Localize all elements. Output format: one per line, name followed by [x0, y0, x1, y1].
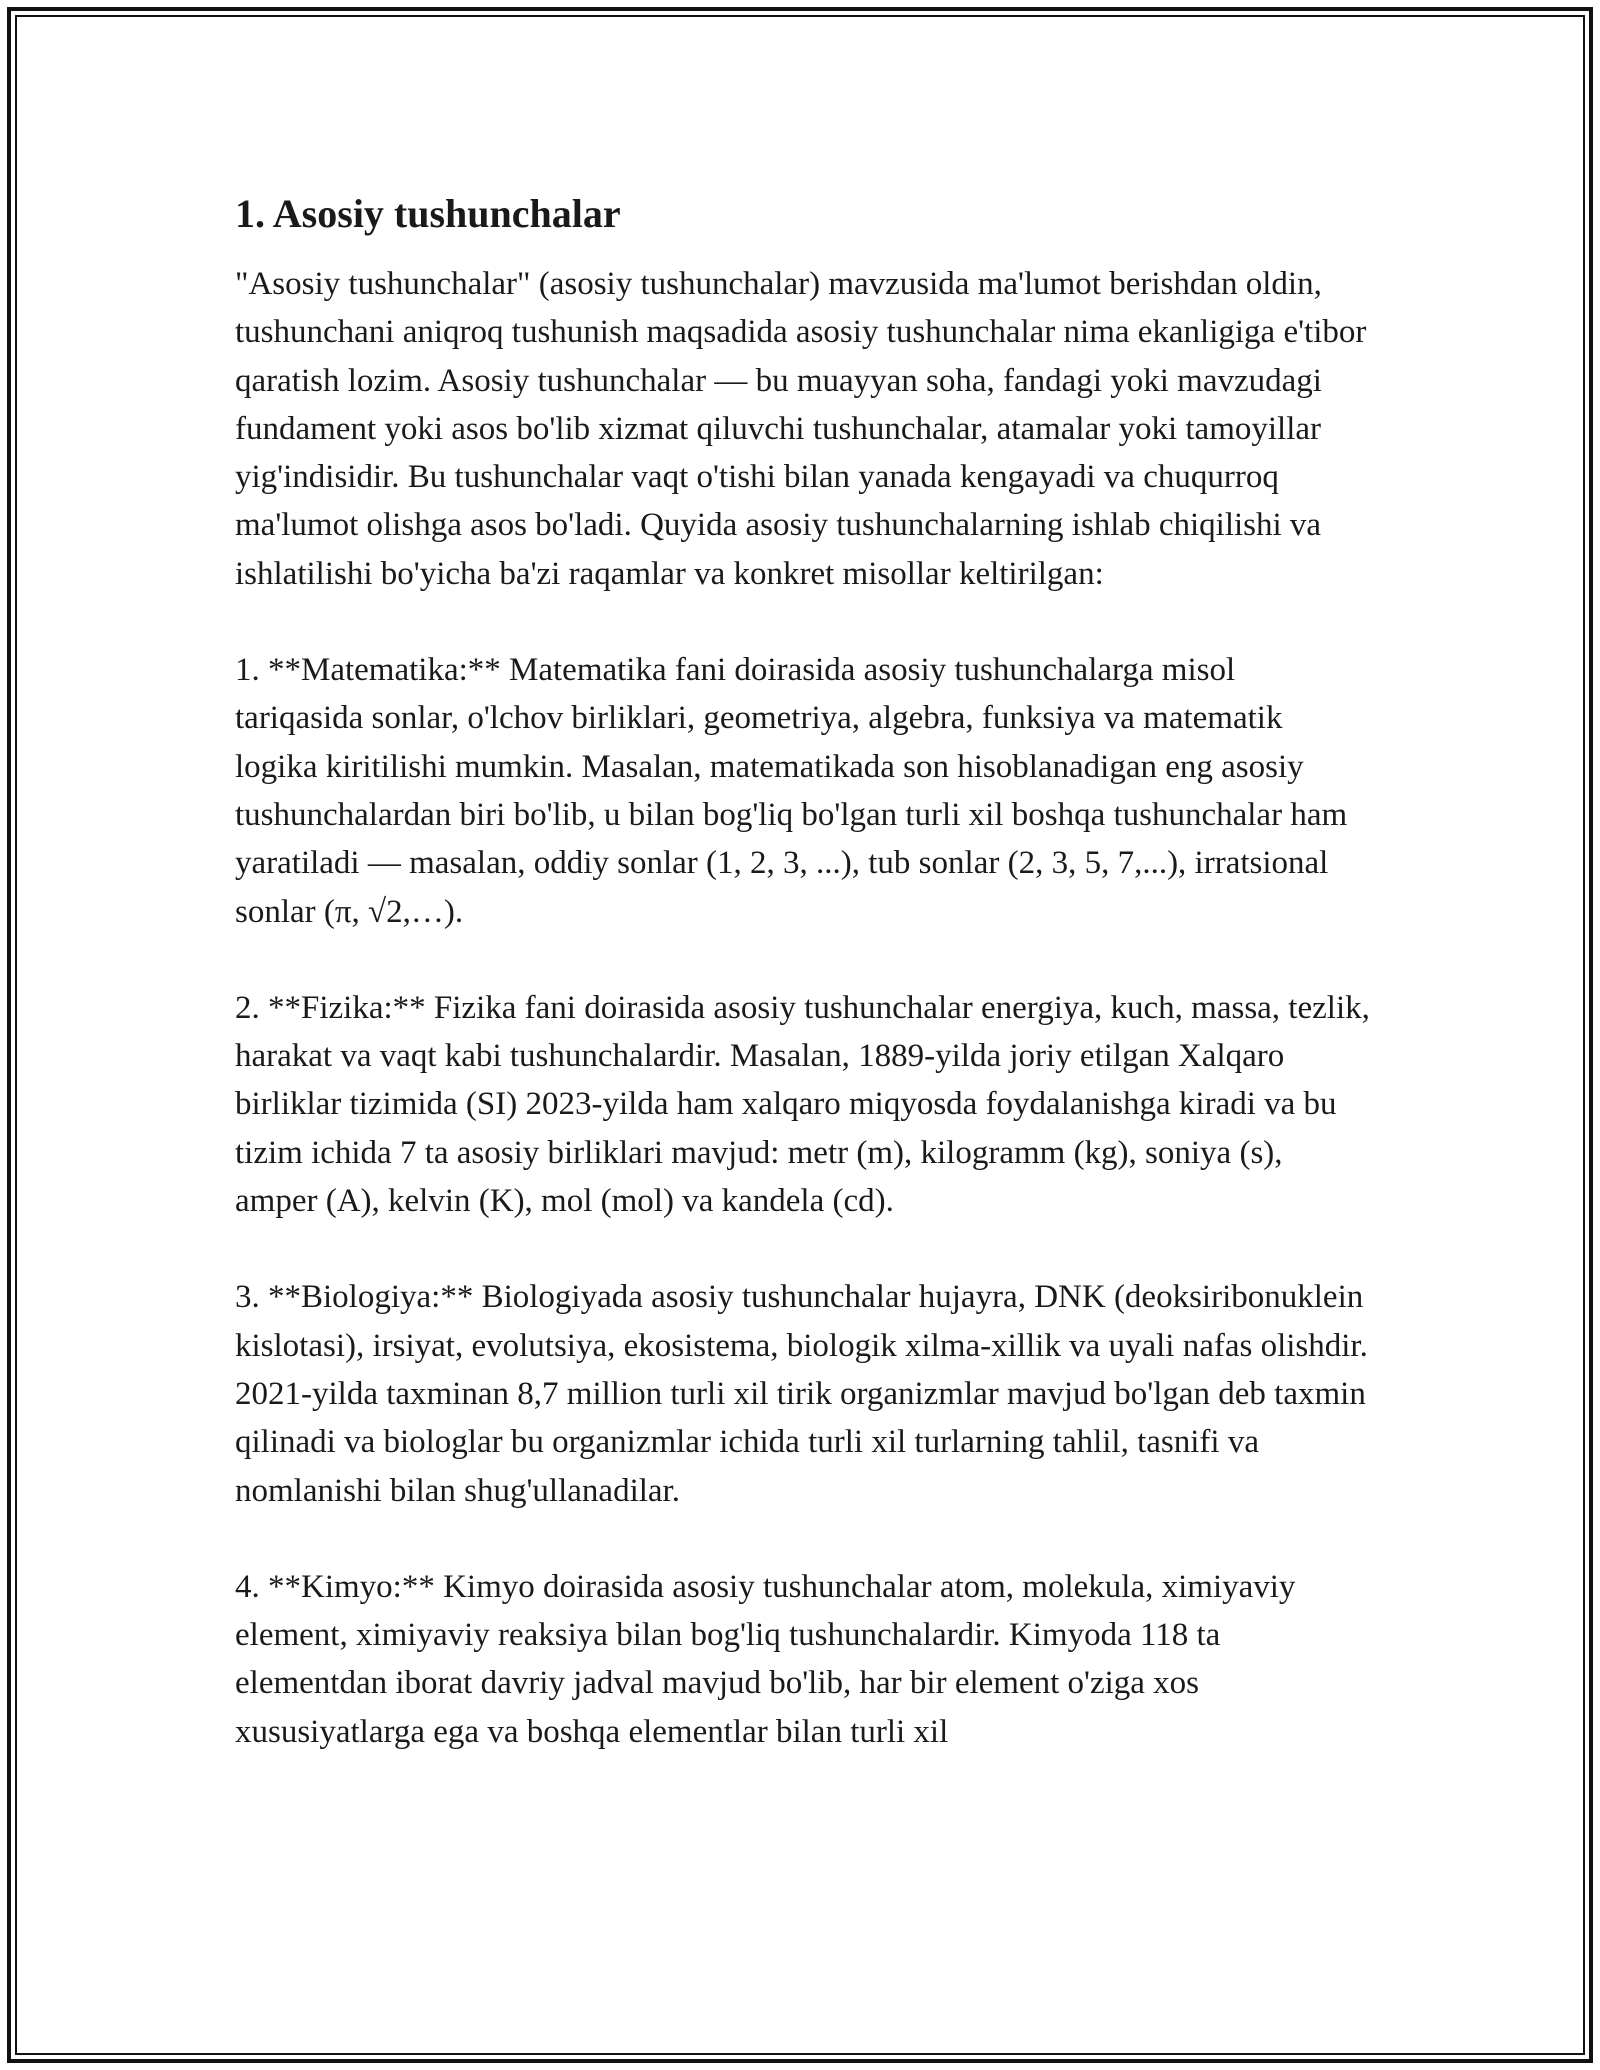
section-heading: 1. Asosiy tushunchalar [235, 191, 621, 236]
paragraph-chemistry: 4. **Kimyo:** Kimyo doirasida asosiy tushunchalar atom, molekula, ximiyaviy element, ximiyaviy reaksiya bilan bog'liq tushunchalardir. Kimyoda 118 ta elementdan iborat davriy jadval mavjud bo'lib, har bir element o'ziga xos xususiyatlarga ega va boshqa elementlar bilan turli xil [235, 1568, 1296, 1750]
intro-paragraph: "Asosiy tushunchalar" (asosiy tushunchalar) mavzusida ma'lumot berishdan oldin, tushunchani aniqroq tushunish maqsadida asosiy tushunchalar nima ekanligiga e'tibor qaratish lozim. Asosiy tushunchalar — bu muayyan soha, fandagi yoki mavzudagi fundament yoki asos bo'lib xizmat qiluvchi tushunchalar, atamalar yoki tamoyillar yig'indisidir. Bu tushunchalar vaqt o'tishi bilan yanada kengayadi va chuqurroq ma'lumot olishga asos bo'ladi. Quyida asosiy tushunchalarning ishlab chiqilishi va ishlatilishi bo'yicha ba'zi raqamlar va konkret misollar keltirilgan: [235, 266, 1367, 592]
document-body [235, 186, 1370, 1804]
paragraph-biology: 3. **Biologiya:** Biologiyada asosiy tushunchalar hujayra, DNK (deoksiribonuklein kislotasi), irsiyat, evolutsiya, ekosistema, biologik xilma-xillik va uyali nafas olishdir. 2021-yilda taxminan 8,7 million turli xil tirik organizmlar mavjud bo'lgan deb taxmin qilinadi va biologlar bu organizmlar ichida turli xil turlarning tahlil, tasnifi va nomlanishi bilan shug'ullanadilar. [235, 1279, 1368, 1509]
paragraph-mathematics: 1. **Matematika:** Matematika fani doirasida asosiy tushunchalarga misol tariqasida sonlar, o'lchov birliklari, geometriya, algebra, funksiya va matematik logika kiritilishi mumkin. Masalan, matematikada son hisoblanadigan eng asosiy tushunchalardan biri bo'lib, u bilan bog'liq bo'lgan turli xil boshqa tushunchalar ham yaratiladi — masalan, oddiy sonlar (1, 2, 3, ...), tub sonlar (2, 3, 5, 7,...), irratsional sonlar (π, √2,…). [235, 652, 1348, 930]
paragraph-physics: 2. **Fizika:** Fizika fani doirasida asosiy tushunchalar energiya, kuch, massa, tezlik, harakat va vaqt kabi tushunchalardir. Masalan, 1889-yilda joriy etilgan Xalqaro birliklar tizimida (SI) 2023-yilda ham xalqaro miqyosda foydalanishga kiradi va bu tizim ichida 7 ta asosiy birliklari mavjud: metr (m), kilogramm (kg), soniya (s), amper (A), kelvin (K), mol (mol) va kandela (cd). [235, 989, 1370, 1220]
